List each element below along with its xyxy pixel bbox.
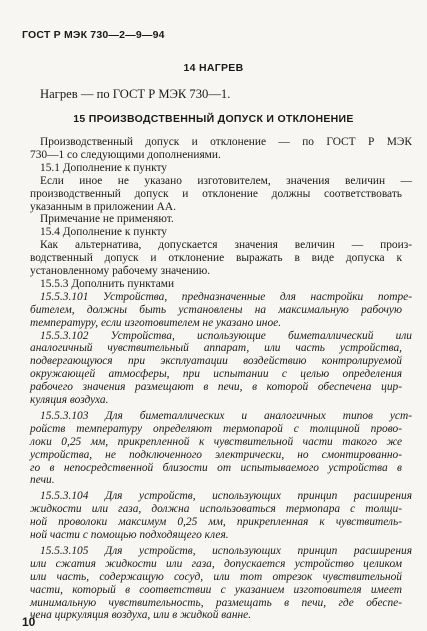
text-line: 15.5.3.101 Устройства, предназначенные для настройки потре-	[40, 290, 412, 303]
text-line: части, который в соответствии с указанием изготовителя имеет	[30, 583, 402, 596]
text-line: или часть, содержащую сосуд, или тот отрезок чувствительной	[30, 570, 402, 583]
text-line: 15.5.3.102 Устройства, использующие биметаллический или	[40, 329, 412, 342]
text-line: Примечание не применяют.	[40, 213, 174, 226]
text-line: установленному рабочему значению.	[30, 265, 211, 277]
text-line: или сжатия жидкости или газа, допускается устройство целиком	[30, 557, 402, 570]
text-line: печи.	[30, 474, 55, 487]
text-line: куляция воздуха.	[30, 394, 109, 406]
text-line: водственный допуск и отклонение выражать в виде допуска к	[30, 252, 402, 265]
text-line: 15.5.3.104 Для устройств, использующих принцип расширения	[40, 490, 412, 503]
section-14-heading: 14 НАГРЕВ	[183, 62, 244, 74]
text-line: производственный допуск и отклонение должны соответствовать	[30, 187, 402, 200]
text-line: 15.5.3 Дополнить пунктами	[40, 277, 175, 290]
text-line: 15.5.3.103 Для биметаллических и аналогичных типов уст-	[40, 409, 412, 422]
text-line: 730—1 со следующими дополнениями.	[30, 148, 221, 161]
text-line: 15.5.3.105 Для устройств, использующих принцип расширения	[40, 544, 412, 557]
text-line: указанным в приложении АА.	[30, 200, 176, 213]
text-line: минимальную чувствительность, размещать в печи, где обеспе-	[30, 596, 402, 609]
text-line: Производственный допуск и отклонение — по ГОСТ Р МЭК	[40, 136, 412, 148]
text-line: аналогичный чувствительный аппарат, или часть устройства,	[30, 342, 402, 355]
text-line: 15.4 Дополнение к пункту	[40, 226, 167, 239]
page-number: 10	[22, 615, 36, 629]
section-14-text: Нагрев — по ГОСТ Р МЭК 730—1.	[40, 87, 231, 101]
text-line: Если иное не указано изготовителем, значения величин —	[40, 174, 412, 187]
text-line: подвергающуюся при эксплуатации воздействию контролируемой	[30, 355, 402, 368]
text-line: го в непосредственной близости от испытываемого устройства в	[30, 461, 402, 474]
text-line: рабочего значения размещают в печи, в которой обеспечена цир-	[30, 381, 402, 394]
text-line: жидкости или газа, должна использоваться термопара с толщи-	[30, 503, 402, 516]
text-line: ной части с помощью подходящего клея.	[30, 529, 229, 541]
text-line: устройства, не подключенного электрически, но смонтированно-	[30, 448, 402, 461]
text-line: 15.1 Дополнение к пункту	[40, 161, 167, 174]
text-line: локи 0,25 мм, прикрепленной к чувствительной части такого же	[30, 435, 402, 448]
text-line: Как альтернатива, допускается значения величин — произ-	[40, 239, 412, 252]
running-header: ГОСТ Р МЭК 730—2—9—94	[22, 29, 165, 41]
text-line: окружающей атмосферы, при испытании с целью определения	[30, 368, 402, 381]
text-line: бителем, должны быть установлены на максимальную рабочую	[30, 303, 402, 316]
text-line: температуру, если изготовителем не указано иное.	[30, 316, 282, 329]
section-15-heading: 15 ПРОИЗВОДСТВЕННЫЙ ДОПУСК И ОТКЛОНЕНИЕ	[73, 113, 354, 125]
text-line: ройств температуру определяют термопарой с толщиной прово-	[30, 422, 402, 435]
text-line: ной проволоки максимум 0,25 мм, прикрепленная к чувствитель-	[30, 516, 402, 529]
text-line: чена циркуляция воздуха, или в жидкой ванне.	[30, 609, 252, 622]
